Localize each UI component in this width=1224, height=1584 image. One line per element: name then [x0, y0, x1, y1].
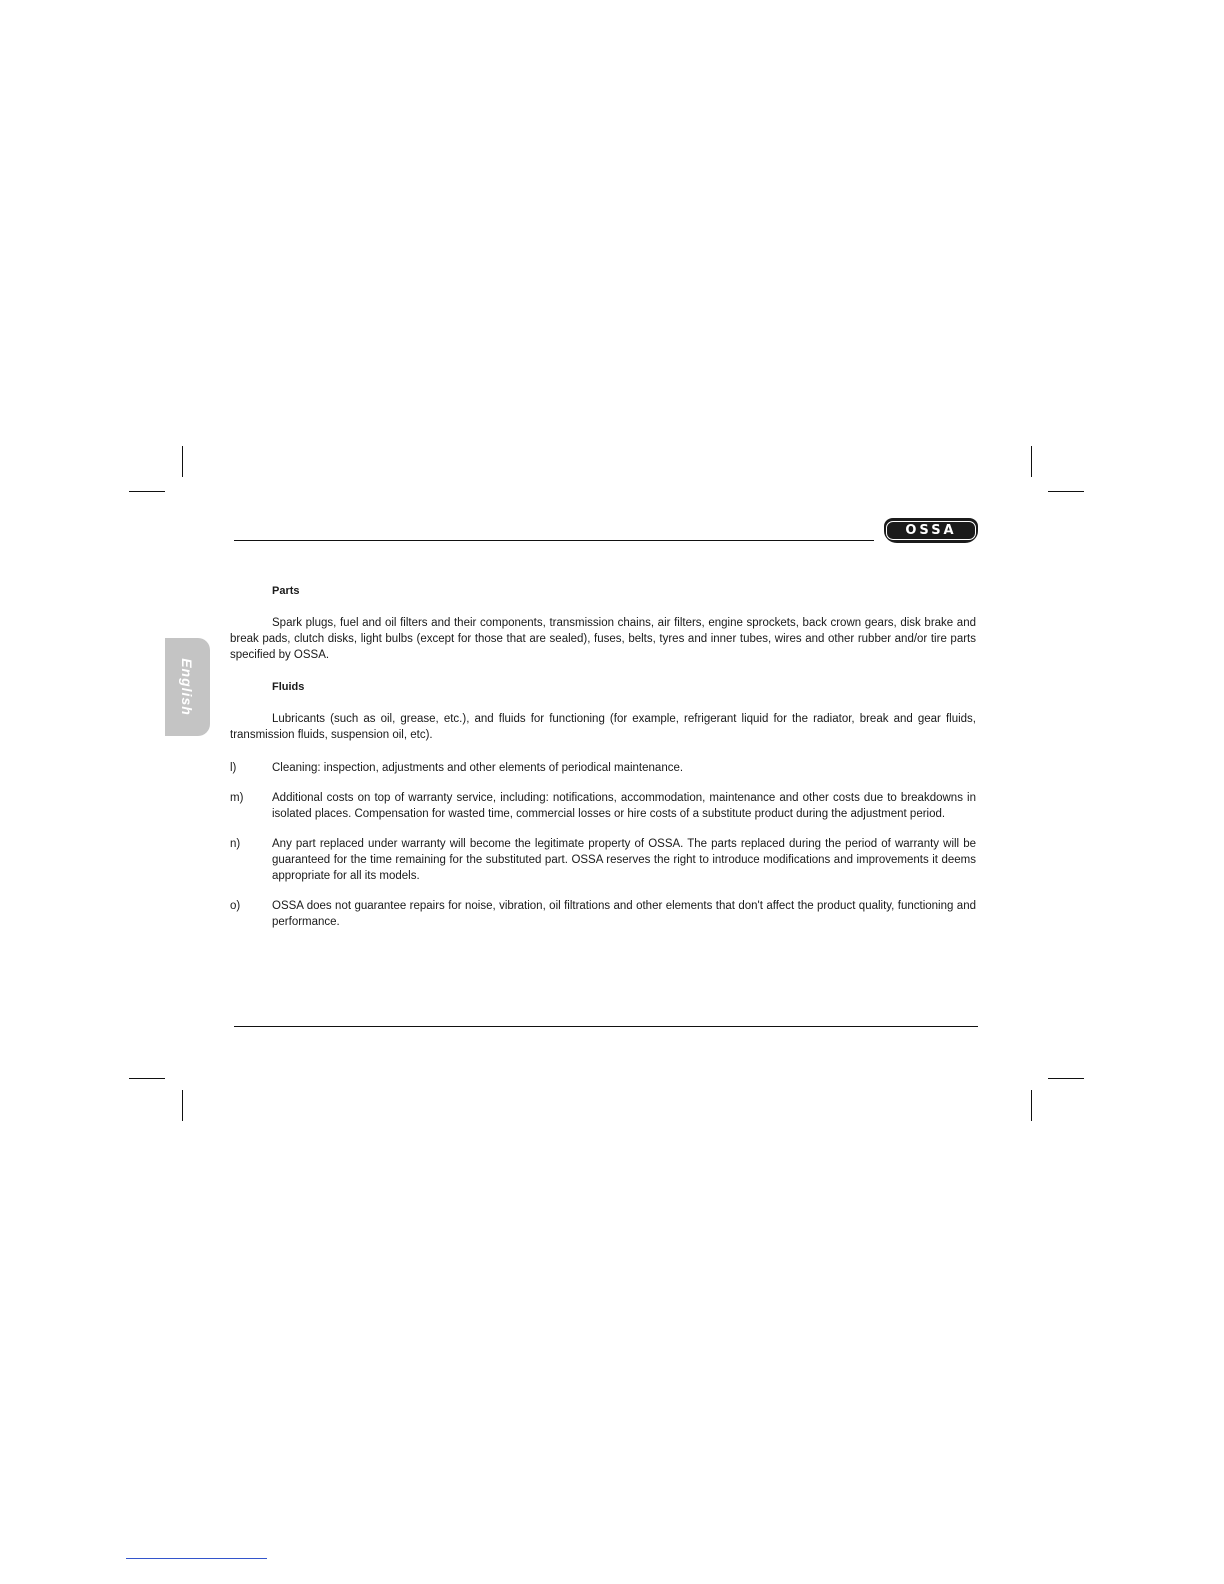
crop-mark-bottom-left-horizontal [129, 1078, 165, 1079]
language-tab-label: English [179, 658, 195, 716]
ossa-logo-text: OSSA [905, 523, 957, 538]
page-content [230, 584, 976, 930]
list-item [230, 898, 976, 930]
list-item [230, 760, 976, 776]
crop-mark-top-right-horizontal [1048, 491, 1084, 492]
list-item-letter: n) [230, 838, 241, 850]
list-item-text: Any part replaced under warranty will become the legitimate property of OSSA. The parts replaced during the period of warranty will be guaranteed for the time remaining for the substituted part. OSSA reserves the right to introduce modifications and improvements it deems appropriate for all its models. [272, 838, 976, 882]
crop-mark-bottom-right-horizontal [1048, 1078, 1084, 1079]
section-heading-parts: Parts [272, 585, 300, 597]
ossa-logo [884, 518, 978, 543]
list-item [230, 790, 976, 822]
section-body-parts: Spark plugs, fuel and oil filters and their components, transmission chains, air filters, engine sprockets, back crown gears, disk brake and break pads, clutch disks, light bulbs (except for those that are sealed), fuses, belts, tyres and inner tubes, wires and other rubber and/or tire parts specified by OSSA. [230, 617, 976, 661]
exclusion-list [230, 760, 976, 930]
list-item [230, 836, 976, 884]
crop-mark-top-left-vertical [182, 446, 183, 477]
list-item-letter: m) [230, 792, 244, 804]
footer-rule [234, 1026, 978, 1027]
language-tab [165, 638, 210, 736]
crop-mark-bottom-left-vertical [182, 1090, 183, 1121]
section-heading-fluids: Fluids [272, 681, 305, 693]
list-item-text: OSSA does not guarantee repairs for noise, vibration, oil filtrations and other elements that don't affect the product quality, functioning and performance. [272, 900, 976, 928]
list-item-text: Additional costs on top of warranty service, including: notifications, accommodation, maintenance and other costs due to breakdowns in isolated places. Compensation for wasted time, commercial losses or hire costs of a substitute product during the adjustment period. [272, 792, 976, 820]
section-body-fluids: Lubricants (such as oil, grease, etc.), and fluids for functioning (for example, refrigerant liquid for the radiator, break and gear fluids, transmission fluids, suspension oil, etc). [230, 713, 976, 741]
list-item-text: Cleaning: inspection, adjustments and other elements of periodical maintenance. [272, 762, 684, 774]
ossa-logo-frame [886, 521, 976, 540]
list-item-letter: l) [230, 762, 237, 774]
crop-mark-bottom-right-vertical [1031, 1090, 1032, 1121]
header-rule [234, 540, 874, 541]
list-item-letter: o) [230, 900, 241, 912]
crop-mark-top-left-horizontal [129, 491, 165, 492]
crop-mark-top-right-vertical [1031, 446, 1032, 477]
bottom-underline [126, 1558, 267, 1559]
